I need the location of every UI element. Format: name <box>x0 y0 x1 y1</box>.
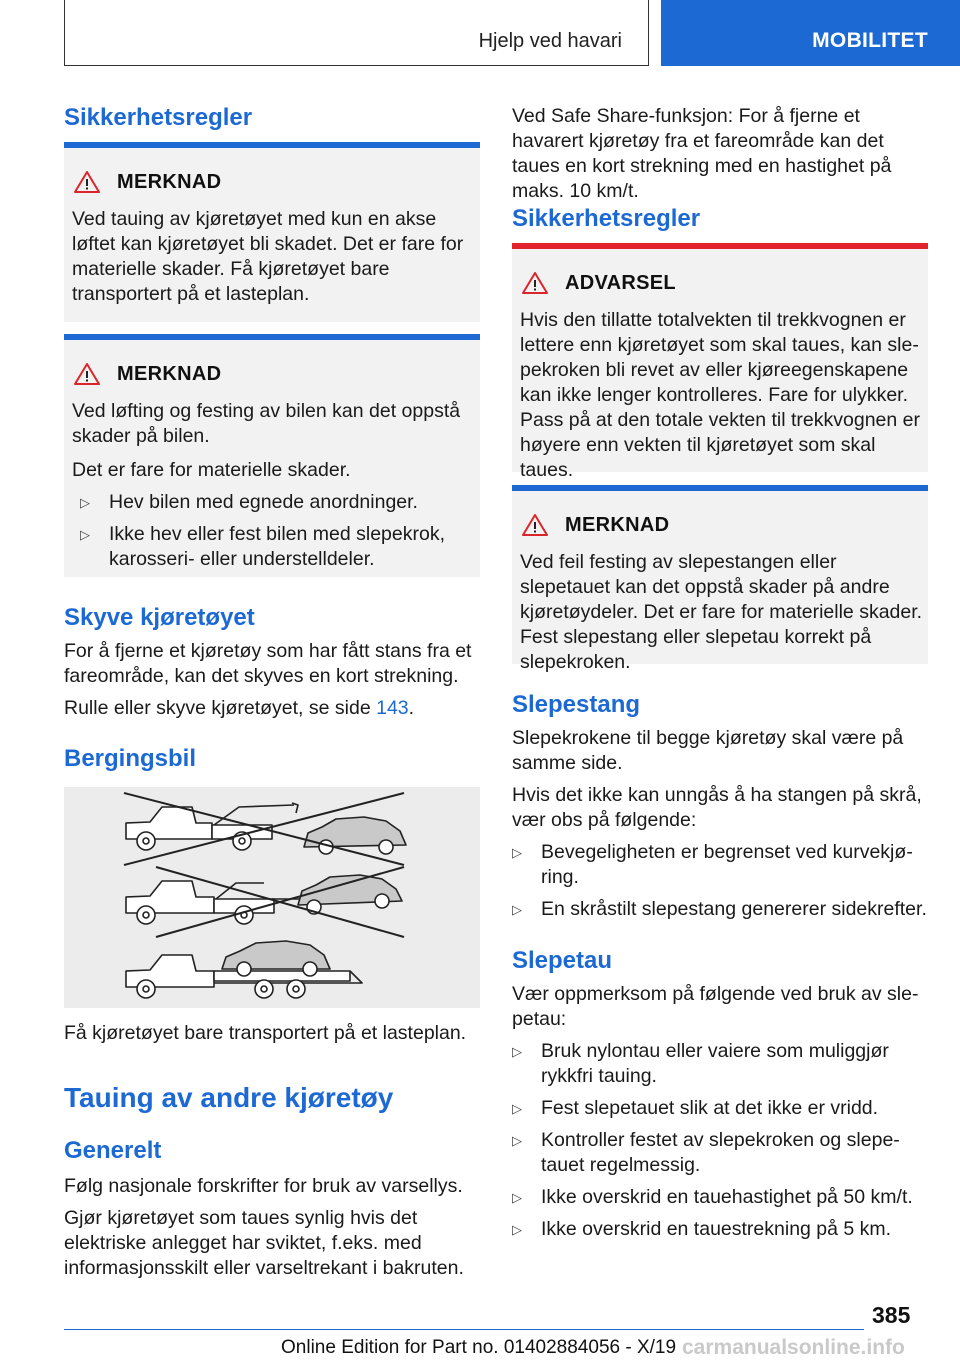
general-text: Følg nasjonale forskrifter for bruk av varsellys. <box>64 1175 463 1197</box>
warning-triangle-icon <box>522 271 548 295</box>
warning-triangle-icon <box>74 362 100 386</box>
watermark: carmanualsonline.info <box>682 1336 905 1359</box>
warning-text: Hvis den tillatte totalvekten til trekkvognen er lettere enn kjøretøyet som skal taues, kan slepekroken bli revet av eller kjøreegenskapene kan ikke lenger kontrolleres. Fare for ulykker. Pass på at den totale vekten til trekkvognen er høyere enn vekten til kjøretøyet som skal taues. <box>520 309 920 481</box>
section-title: Hjelp ved havari <box>478 30 622 52</box>
page-link[interactable]: 143 <box>376 697 409 719</box>
notice-header <box>74 170 221 194</box>
header-chapter-box <box>661 0 960 66</box>
push-text: For å fjerne et kjøretøy som har fått stans fra et fareområde, kan det skyves en kort strekning. <box>64 640 472 687</box>
warning-triangle-icon <box>522 513 548 537</box>
list-item: ▷ Bevegeligheten er begrenset ved kurvekjøring. <box>512 841 913 888</box>
warning-box <box>512 243 928 481</box>
heading-safety-rules: Sikkerhetsregler <box>64 104 253 131</box>
notice-text: Ved tauing av kjøretøyet med kun en akse løftet kan kjøretøyet bli skadet. Det er fare for materielle skader. Få kjøretøyet bare transportert på et lasteplan. <box>72 208 464 305</box>
safe-share-text: Ved Safe Share-funksjon: For å fjerne et havarert kjøretøy fra et fareområde kan det taues en kort strekning med en hastighet på maks. 10 km/t. <box>512 105 892 202</box>
list-item: ▷ En skråstilt slepestang genererer sidekrefter. <box>512 898 927 920</box>
bullet-triangle-icon: ▷ <box>80 495 90 510</box>
tow-rope-text: Vær oppmerksom på følgende ved bruk av slepetau: <box>512 983 919 1030</box>
edition-text: Online Edition for Part no. 01402884056 - X/19 <box>281 1337 677 1358</box>
general-text: Gjør kjøretøyet som taues synlig hvis det elektriske anlegget har sviktet, f.eks. med informasjonsskilt eller varseltrekant i bakruten. <box>64 1207 464 1279</box>
list-item: ▷ Bruk nylontau eller vaiere som muliggjør rykkfri tauing. <box>512 1040 889 1087</box>
footer-divider <box>64 1329 864 1330</box>
header-section-box <box>64 0 649 66</box>
notice-box <box>64 142 480 322</box>
heading-safety-rules: Sikkerhetsregler <box>512 205 701 232</box>
page-number: 385 <box>872 1302 911 1328</box>
heading-tow-bar: Slepestang <box>512 691 641 718</box>
notice-label: MERKNAD <box>117 170 222 193</box>
list-item: ▷ Ikke overskrid en tauehastighet på 50 km/t. <box>512 1186 913 1208</box>
notice-text: Ved løfting og festing av bilen kan det oppstå skader på bilen. <box>72 400 461 447</box>
list-item: ▷ Hev bilen med egnede anordninger. <box>80 491 418 513</box>
bullet-triangle-icon: ▷ <box>80 527 90 542</box>
warning-triangle-icon <box>74 170 100 194</box>
notice-text: Ved feil festing av slepestangen eller slepetauet kan det oppstå skader på andre kjøretøydeler. Det er fare for materielle skader. Fest slepestang eller slepetau korrekt på slepekroken. <box>520 551 923 673</box>
tow-bar-text: Hvis det ikke kan unngås å ha stangen på skrå, vær obs på følgende: <box>512 784 922 831</box>
notice-header <box>74 362 221 386</box>
heading-tow-truck: Bergingsbil <box>64 745 197 772</box>
illustration-caption: Få kjøretøyet bare transportert på et lasteplan. <box>64 1022 467 1044</box>
heading-tow-rope: Slepetau <box>512 947 613 974</box>
tow-bar-text: Slepekrokene til begge kjøretøy skal være på samme side. <box>512 727 904 774</box>
list-item: ▷ Kontroller festet av slepekroken og slepetauet regelmessig. <box>512 1129 900 1176</box>
notice-label: MERKNAD <box>117 362 222 385</box>
notice-text: Det er fare for materielle skader. <box>72 459 351 481</box>
list-item: ▷ Ikke overskrid en tauestrekning på 5 km. <box>512 1218 892 1240</box>
heading-general: Generelt <box>64 1137 162 1164</box>
notice-header <box>522 513 669 537</box>
bullet-triangle-icon: ▷ <box>512 1190 522 1205</box>
warning-label: ADVARSEL <box>565 271 676 294</box>
heading-towing-others: Tauing av andre kjøretøy <box>64 1082 394 1113</box>
heading-push-vehicle: Skyve kjøretøyet <box>64 604 255 631</box>
bullet-triangle-icon: ▷ <box>512 1133 522 1148</box>
list-item: ▷ Fest slepetauet slik at det ikke er vridd. <box>512 1097 879 1119</box>
tow-truck-illustration <box>64 787 480 1008</box>
notice-label: MERKNAD <box>565 513 670 536</box>
bullet-triangle-icon: ▷ <box>512 845 522 860</box>
notice-box <box>512 485 928 673</box>
push-reference: Rulle eller skyve kjøretøyet, se side 143. <box>64 697 415 719</box>
chapter-title: MOBILITET <box>812 29 928 52</box>
bullet-triangle-icon: ▷ <box>512 1222 522 1237</box>
notice-box <box>64 334 480 577</box>
bullet-triangle-icon: ▷ <box>512 1044 522 1059</box>
bullet-triangle-icon: ▷ <box>512 1101 522 1116</box>
list-item: ▷ Ikke hev eller fest bilen med slepekrok, karosseri- eller understelldeler. <box>80 523 445 570</box>
warning-header <box>522 271 676 295</box>
bullet-triangle-icon: ▷ <box>512 902 522 917</box>
